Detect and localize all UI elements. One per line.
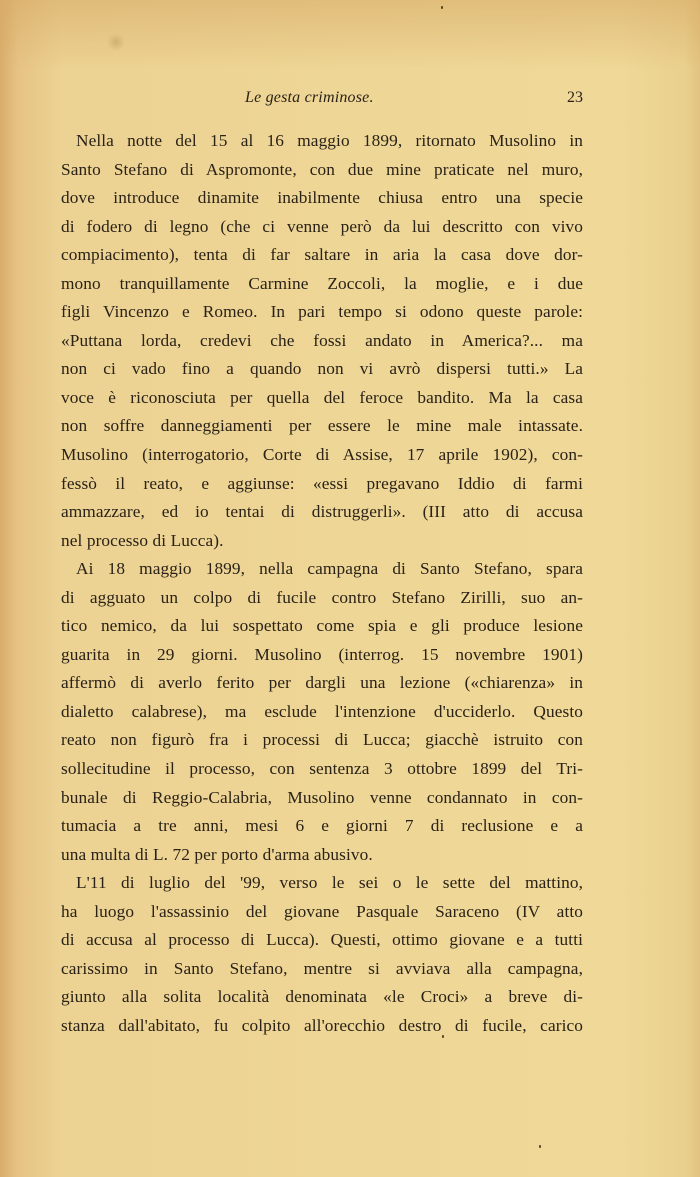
- text-line: compiacimento), tenta di far saltare in aria la casa dove dor-: [61, 245, 583, 265]
- text-line: figli Vincenzo e Romeo. In pari tempo si odono queste parole:: [61, 302, 583, 322]
- text-line: non ci vado fino a quando non vi avrò dispersi tutti.» La: [61, 359, 583, 379]
- text-line: fessò il reato, e aggiunse: «essi pregavano Iddio di farmi: [61, 473, 583, 493]
- text-line: giunto alla solita località denominata «le Croci» a breve di-: [61, 987, 583, 1007]
- page-number: 23: [567, 89, 583, 106]
- text-line: voce è riconosciuta per quella del feroce bandito. Ma la casa: [61, 387, 583, 407]
- text-line: nel processo di Lucca).: [61, 530, 224, 550]
- text-line: dove introduce dinamite inabilmente chiusa entro una specie: [61, 188, 583, 208]
- paper-speck: [539, 1145, 541, 1148]
- text-line: dialetto calabrese), ma esclude l'intenzione d'ucciderlo. Questo: [61, 701, 583, 721]
- text-line: ammazzare, ed io tentai di distruggerli». (III atto di accusa: [61, 502, 583, 522]
- text-line: Santo Stefano di Aspromonte, con due mine praticate nel muro,: [61, 159, 583, 179]
- text-line: di fodero di legno (che ci venne però da lui descritto con vivo: [61, 216, 583, 236]
- book-page: [61, 88, 583, 1041]
- text-line: bunale di Reggio-Calabria, Musolino venne condannato in con-: [61, 787, 583, 807]
- text-line: tumacia a tre anni, mesi 6 e giorni 7 di reclusione e a: [61, 816, 583, 836]
- text-line: di agguato un colpo di fucile contro Stefano Zirilli, suo an-: [61, 587, 583, 607]
- text-line: sollecitudine il processo, con sentenza 3 ottobre 1899 del Tri-: [61, 759, 583, 779]
- body-text: [61, 127, 583, 1041]
- text-line: carissimo in Santo Stefano, mentre si avviava alla campagna,: [61, 958, 583, 978]
- text-line: di accusa al processo di Lucca). Questi, ottimo giovane e a tutti: [61, 930, 583, 950]
- text-line: L'11 di luglio del '99, verso le sei o le sette del mattino,: [76, 873, 583, 893]
- text-line: stanza dall'abitato, fu colpito all'orecchio destro di fucile, carico: [61, 1015, 583, 1035]
- text-line: Ai 18 maggio 1899, nella campagna di Santo Stefano, spara: [76, 559, 583, 579]
- running-title: Le gesta criminose.: [245, 89, 374, 106]
- text-line: Musolino (interrogatorio, Corte di Assise, 17 aprile 1902), con-: [61, 445, 583, 465]
- text-line: affermò di averlo ferito per dargli una lezione («chiarenza» in: [61, 673, 583, 693]
- text-line: «Puttana lorda, credevi che fossi andato in America?... ma: [61, 330, 583, 350]
- page-top-shading: [0, 0, 700, 70]
- text-line: Nella notte del 15 al 16 maggio 1899, ritornato Musolino in: [76, 131, 583, 150]
- paragraph: [61, 127, 583, 555]
- paragraph: [61, 869, 583, 1040]
- text-line: mono tranquillamente Carmine Zoccoli, la moglie, e i due: [61, 273, 583, 293]
- paragraph: [61, 555, 583, 869]
- text-line: ha luogo l'assassinio del giovane Pasquale Saraceno (IV atto: [61, 901, 583, 921]
- text-line: non soffre danneggiamenti per essere le mine male intassate.: [61, 416, 583, 436]
- paper-speck: [441, 6, 443, 9]
- text-line: guarita in 29 giorni. Musolino (interrog. 15 novembre 1901): [61, 644, 583, 664]
- text-line: reato non figurò fra i processi di Lucca; giacchè istruito con: [61, 730, 583, 750]
- text-line: una multa di L. 72 per porto d'arma abusivo.: [61, 844, 373, 864]
- running-header: [61, 88, 583, 114]
- text-line: tico nemico, da lui sospettato come spia e gli produce lesione: [61, 616, 583, 636]
